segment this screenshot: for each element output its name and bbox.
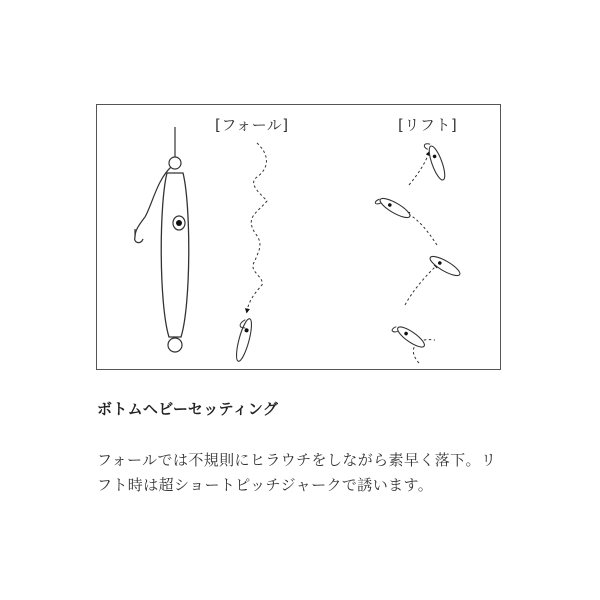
jig-lure-illustration xyxy=(135,127,189,352)
lift-lure-icon-3 xyxy=(375,194,412,222)
diagram-drawing xyxy=(97,105,502,371)
lift-path-illustration xyxy=(375,141,462,363)
lure-action-diagram xyxy=(96,104,501,370)
lift-lure-icon-4 xyxy=(424,141,448,182)
lift-lure-icon-2 xyxy=(428,253,462,279)
fall-path-illustration xyxy=(231,143,267,363)
lift-lure-icon-1 xyxy=(392,322,427,351)
description-text: フォールでは不規則にヒラウチをしながら素早く落下。リフト時は超ショートピッチジャークで誘います。 xyxy=(97,451,497,494)
lift-label: [リフト] xyxy=(398,116,458,134)
section-heading: ボトムヘビーセッティング xyxy=(97,400,279,418)
falling-lure-icon xyxy=(231,317,255,363)
fall-label: [フォール] xyxy=(215,116,289,134)
